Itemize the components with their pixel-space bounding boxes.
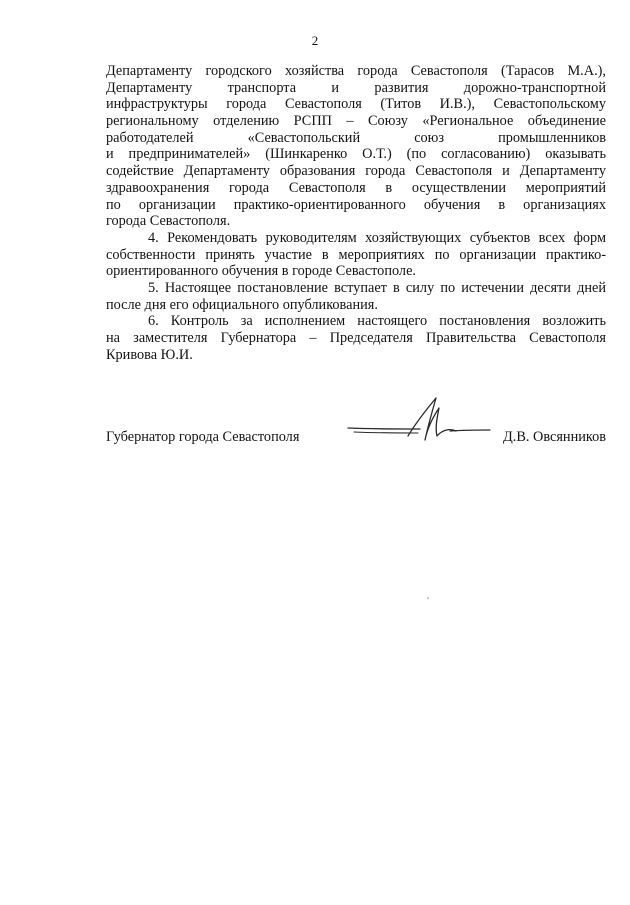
signer-name: Д.В. Овсянников xyxy=(503,429,606,445)
paragraph-6-first-line: 6. Контроль за исполнением настоящего постановления возложить xyxy=(148,313,606,330)
text-line: здравоохранения города Севастополя в осуществлении мероприятий xyxy=(106,179,606,196)
text-line: Департаменту городского хозяйства города Севастополя (Тарасов М.А.), xyxy=(106,63,606,79)
text-line: после дня его официального опубликования. xyxy=(106,296,378,313)
text-line: города Севастополя. xyxy=(106,213,231,230)
text-line: инфраструктуры города Севастополя (Титов И.В.), Севастопольскому xyxy=(106,96,606,113)
scan-speck xyxy=(427,597,429,599)
paragraph-4-first-line: 4. Рекомендовать руководителям хозяйствующих субъектов всех форм xyxy=(148,229,606,246)
text-line: ориентированного обучения в городе Севастополе. xyxy=(106,263,416,280)
text-line: и предпринимателей» (Шинкаренко О.Т.) (по согласованию) оказывать xyxy=(106,146,606,163)
text-line: на заместителя Губернатора – Председателя Правительства Севастополя xyxy=(106,330,606,346)
text-line: работодателей «Севастопольский союз промышленников xyxy=(106,129,606,146)
text-line: собственности принять участие в мероприятиях по организации практико- xyxy=(106,246,606,263)
signer-title: Губернатор города Севастополя xyxy=(106,429,300,445)
decree-body xyxy=(106,63,606,363)
text-line: региональному отделению РСПП – Союзу «Региональное объединение xyxy=(106,113,606,130)
text-line: содействие Департаменту образования города Севастополя и Департаменту xyxy=(106,163,606,180)
text-line: по организации практико-ориентированного обучения в организациях xyxy=(106,196,606,213)
page-number: 2 xyxy=(311,33,319,48)
paragraph-5-first-line: 5. Настоящее постановление вступает в силу по истечении десяти дней xyxy=(148,279,606,296)
text-line: Департаменту транспорта и развития дорожно-транспортной xyxy=(106,79,606,96)
text-line: Кривова Ю.И. xyxy=(106,346,193,363)
handwritten-signature xyxy=(344,396,494,446)
